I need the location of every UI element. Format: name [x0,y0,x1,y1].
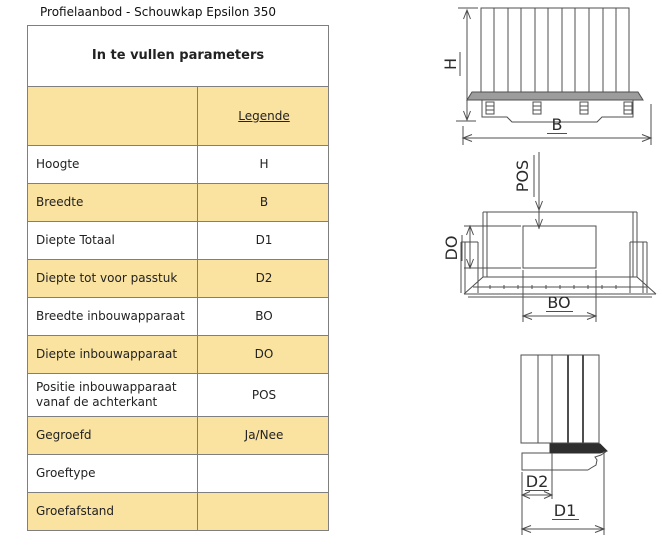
cornice-bar-side [550,444,607,453]
table-row [28,493,329,531]
total-depth-label: D1 [553,501,577,520]
mounting-clips [486,102,632,114]
legend-header-cell [198,87,329,146]
legend-header-label: Legende [238,108,290,123]
param-label: Hoogte [28,146,198,184]
table-row [28,146,329,184]
table-row [28,336,329,374]
position-dimension [513,152,543,229]
front-view-diagram [441,8,651,145]
valance-side-outline [522,451,607,470]
total-depth-dimension [522,451,604,535]
hood-front-body [481,8,629,92]
param-code: Ja/Nee [198,417,329,455]
hood-top-side-walls [483,212,637,277]
side-view-diagram [521,355,607,535]
front-depth-dimension [522,470,552,535]
table-row [28,455,329,493]
width-dimension [463,104,651,145]
side-plank-lines [538,355,583,443]
table-row [28,374,329,417]
param-label: Diepte tot voor passtuk [28,260,198,298]
legend-empty-cell [28,87,198,146]
table-row [28,184,329,222]
parameters-table [27,25,329,531]
param-label: Breedte [28,184,198,222]
hood-side-body [521,355,599,443]
appliance-cutout [523,226,596,268]
param-code: BO [198,298,329,336]
param-code: D1 [198,222,329,260]
width-dimension-label: B [551,115,563,134]
param-label: Positie inbouwapparaat vanaf de achterkant [28,374,198,417]
param-code: B [198,184,329,222]
appliance-depth-dimension [442,226,521,268]
top-view-diagram [442,152,656,322]
table-title: In te vullen parameters [28,26,329,87]
front-molding-top-view [464,277,656,297]
front-plank-lines [494,8,616,92]
table-row [28,298,329,336]
molding-tick-marks [490,285,630,289]
param-label: Breedte inbouwapparaat [28,298,198,336]
height-dimension [441,8,478,121]
param-label: Groeftype [28,455,198,493]
table-row [28,222,329,260]
appliance-width-label: BO [547,293,571,312]
appliance-depth-label: DO [442,235,461,261]
param-label: Diepte inbouwapparaat [28,336,198,374]
side-bracket-left [461,242,478,293]
cornice-bar [467,92,643,100]
param-label: Groefafstand [28,493,198,531]
param-code: H [198,146,329,184]
page-title: Profielaanbod - Schouwkap Epsilon 350 [40,5,277,19]
table-header-row [28,26,329,87]
param-code: POS [198,374,329,417]
valance-outline [482,100,633,122]
legend-header-row [28,87,329,146]
table-row [28,260,329,298]
side-bracket-right [630,242,647,293]
appliance-width-dimension [523,270,596,322]
height-dimension-label: H [441,57,460,71]
front-depth-label: D2 [525,472,549,491]
table-row [28,417,329,455]
param-label: Diepte Totaal [28,222,198,260]
param-code [198,493,329,531]
param-code: D2 [198,260,329,298]
param-code: DO [198,336,329,374]
param-label: Gegroefd [28,417,198,455]
param-code [198,455,329,493]
position-dimension-label: POS [513,159,532,193]
